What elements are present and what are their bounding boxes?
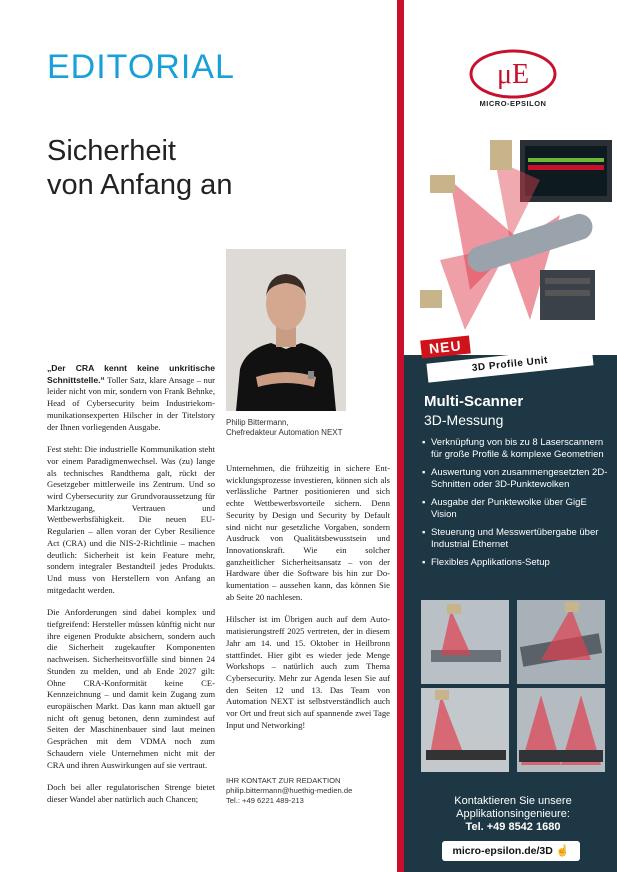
feature-text: Auswertung von zusammengesetzten 2D-Schnitten oder 3D-Punktewolken: [431, 467, 608, 490]
list-item: [422, 557, 612, 569]
bullet-icon: ▪: [422, 557, 426, 568]
ad-accent-stripe: [397, 0, 404, 872]
ad-url-text: micro-epsilon.de/3D: [452, 845, 553, 857]
bullet-icon: ▪: [422, 437, 426, 448]
logo-mark: μE: [496, 59, 530, 90]
advertisement[interactable]: [397, 0, 617, 872]
text-column-middle: [226, 463, 390, 742]
list-item: [422, 497, 612, 521]
product-badge: 3D Profile Unit: [426, 346, 593, 382]
contact-email[interactable]: philip.bittermann@huethig-medien.de: [226, 786, 353, 795]
feature-text: Verknüpfung von bis zu 8 Laserscannern für große Profile & komplexe Geometrien: [431, 437, 604, 460]
contact-heading: IHR KONTAKT ZUR REDAKTION: [226, 776, 341, 785]
brand-name: MICRO-EPSILON: [479, 99, 547, 108]
lead-quote: „Der CRA kennt keine unkritische Schnittstelle.“: [47, 363, 215, 385]
feature-text: Ausgabe der Punktewolke über GigE Vision: [431, 497, 587, 520]
page-title: [47, 134, 367, 202]
paragraph-body: Toller Satz, klare Ansage – nur leider nicht von mir, sondern von Frank Behnke, Head of Cybersecurity beim Industriekommunikationsexperten Hilscher in der Titelstory der Ihnen vorliegenden Ausgabe.: [47, 374, 215, 432]
text-column-left: [47, 363, 215, 817]
application-photo-grid: [421, 600, 605, 772]
contact-phone: Tel.: +49 6221 489-213: [226, 796, 304, 805]
headline-line-2: von Anfang an: [47, 169, 233, 201]
paragraph: [47, 363, 215, 433]
paragraph: Hilscher ist im Übrigen auch auf dem Automatisierungstreff 2025 vertreten, der in diesem Jahr am 14. und 15. Oktober in Heilbronn stattfindet. Hier gibt es wieder jede Menge Workshops – natürlich auch zum Thema Cybersecurity. Mehr zur Agenda lesen Sie auf den Seiten 12 und 13. Das Team von Automation NEXT ist selbstverständlich auch vor Ort und freut sich auf spannende zwei Tage Input und Networking!: [226, 614, 390, 730]
micro-epsilon-logo-icon: [468, 48, 558, 100]
bullet-icon: ▪: [422, 497, 426, 508]
caption-role: Chefredakteur Automation NEXT: [226, 428, 343, 437]
author-photo: [226, 249, 346, 411]
ad-subtitle: 3D-Messung: [424, 412, 504, 428]
feature-text: Steuerung und Messwertübergabe über Industrial Ethernet: [431, 527, 599, 550]
cta-line-1: Kontaktieren Sie unsere: [454, 795, 572, 807]
cta-line-2: Applikationsingenieure:: [456, 808, 570, 820]
bullet-icon: ▪: [422, 467, 426, 478]
photo-caption: [226, 418, 376, 438]
paragraph: Doch bei aller regulatorischen Strenge bietet dieser Wandel aber natürlich auch Chancen;: [47, 782, 215, 804]
pointer-hand-icon: ☝: [555, 845, 570, 857]
cta-phone[interactable]: Tel. +49 8542 1680: [465, 821, 561, 833]
caption-name: Philip Bittermann,: [226, 418, 289, 427]
editorial-contact: [226, 776, 396, 806]
paragraph: Unternehmen, die frühzeitig in sichere Entwicklungsprozesse investieren, können sich als verlässliche Partner positionieren und sich echte Wettbewerbsvorteile sichern. Denn Security by Design und Security by Default sind nicht nur gesetzliche Vorgaben, sondern Ausdruck von Qualitätsbewusstsein und Innovationskraft. Wie ein solcher ganzheitlicher Sicherheitsansatz – von der Hardware über die Software bis hin zur Dokumentation – aussehen kann, das können Sie ab Seite 20 nachlesen.: [226, 463, 390, 602]
bullet-icon: ▪: [422, 527, 426, 538]
list-item: [422, 527, 612, 551]
author-portrait-illustration: [226, 249, 346, 411]
feature-list: [422, 437, 612, 575]
laser-scanner-illustration: [410, 120, 617, 340]
new-badge: NEU: [420, 336, 470, 359]
ad-title: Multi-Scanner: [424, 393, 524, 410]
headline-line-1: Sicherheit: [47, 135, 176, 167]
section-label: EDITORIAL: [47, 48, 235, 86]
feature-text: Flexibles Applikations-Setup: [431, 557, 550, 568]
list-item: [422, 467, 612, 491]
paragraph: Die Anforderungen sind dabei komplex und tiefgreifend: Hersteller müssen künftig nicht nur ihre eigenen Produkte absichern, sondern auch die Sicherheit zugekaufter Komponenten nachweisen. Sicherheitsvorfälle sind binnen 24 Stunden zu melden, und ab Ende 2027 gilt: Ohne CRA-Konformität keine CE-Kennzeichnung – und damit kein Zugang zum europäischen Markt. Das kann man aktuell gar nicht oft genug betonen, denn zumindest auf Seiten der Maschinenbauer sind laut meinen Gesprächen mit dem VDMA noch zum Schaudern viele Unternehmen nicht mit der CRA und ihren Auswirkungen auf sie vertraut.: [47, 607, 215, 770]
list-item: [422, 437, 612, 461]
ad-url-button[interactable]: [442, 841, 580, 861]
paragraph: Fest steht: Die industrielle Kommunikation steht vor einem Paradigmenwechsel. Was (zu) lange als technisches Randthema galt, rückt der Gesetzgeber mittlerweile ins Zentrum. Und so wird Cybersecurity zur Grundvoraussetzung für Marktzugang, Vertrauen und Wettbewerbsfähigkeit. Die neuen EU-Regularien – allen voran der Cyber Resilience Act (CRA) und die NIS-2-Richtlinie – machen deutlich: Sicherheit ist kein Feature mehr, sondern integraler Bestandteil jedes Produkts. Und muss von Herstellern von Anfang an mitgedacht werden.: [47, 444, 215, 595]
ad-call-to-action: [421, 795, 605, 834]
